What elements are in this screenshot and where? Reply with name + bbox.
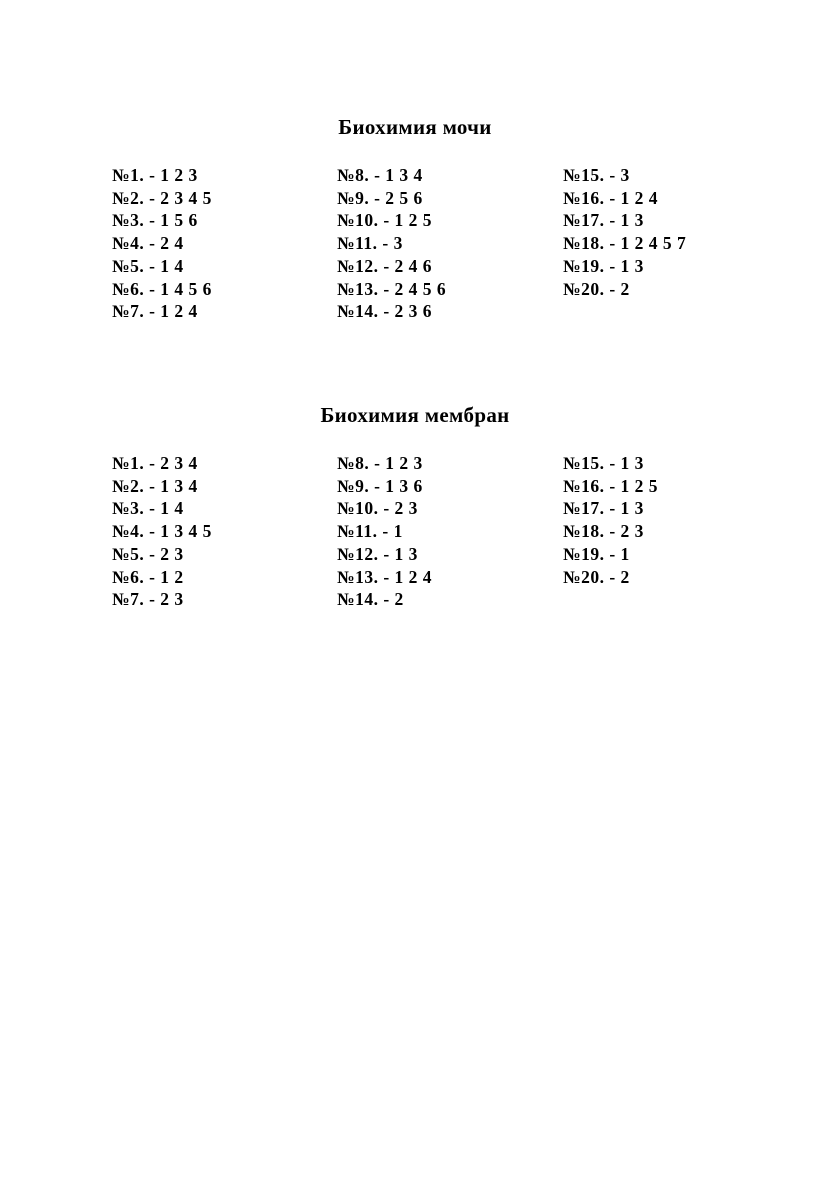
section-urine-biochemistry [0,113,830,324]
answer-item: №16. - 1 2 4 [563,187,659,208]
answer-item: №3. - 1 5 6 [112,210,198,231]
answer-item: №1. - 1 2 3 [112,165,198,185]
answer-item: №7. - 1 2 4 [112,301,198,322]
answer-item: №10. - 1 2 5 [337,210,433,231]
answer-item: №5. - 1 4 [112,255,184,276]
answer-item: №4. - 1 3 4 5 [112,521,212,542]
answers-grid [0,164,830,324]
answer-item: №2. - 2 3 4 5 [112,187,212,208]
answer-column [112,452,212,611]
answer-column [337,164,446,323]
answer-item: №15. - 3 [563,165,630,185]
answer-item: №4. - 2 4 [112,233,184,254]
answer-item: №18. - 1 2 4 5 7 [563,233,687,254]
answer-item: №19. - 1 [563,543,630,564]
answer-item: №14. - 2 3 6 [337,301,433,322]
answer-item: №5. - 2 3 [112,543,184,564]
answer-item: №6. - 1 4 5 6 [112,278,212,299]
answer-item: №18. - 2 3 [563,521,644,542]
answer-item: №2. - 1 3 4 [112,475,198,496]
answer-item: №19. - 1 3 [563,255,644,276]
answer-item: №7. - 2 3 [112,589,184,610]
answer-item: №11. - 1 [337,521,403,542]
answer-item: №3. - 1 4 [112,498,184,519]
answer-item: №13. - 2 4 5 6 [337,278,447,299]
answer-item: №17. - 1 3 [563,210,644,231]
answer-item: №20. - 2 [563,566,630,587]
answer-item: №9. - 1 3 6 [337,475,423,496]
answer-item: №6. - 1 2 [112,566,184,587]
answer-column [112,164,212,323]
answer-column [563,164,686,300]
answer-item: №20. - 2 [563,278,630,299]
answers-grid [0,452,830,612]
section-title: Биохимия мочи [338,115,492,139]
answer-item: №16. - 1 2 5 [563,475,659,496]
answer-item: №12. - 2 4 6 [337,255,433,276]
answer-item: №1. - 2 3 4 [112,453,198,473]
answer-column [337,452,432,611]
answer-item: №8. - 1 2 3 [337,453,423,473]
answer-item: №12. - 1 3 [337,543,418,564]
answer-item: №15. - 1 3 [563,453,644,473]
answer-item: №8. - 1 3 4 [337,165,423,185]
section-membrane-biochemistry [0,401,830,612]
answer-column [563,452,658,588]
answer-item: №10. - 2 3 [337,498,418,519]
answer-item: №11. - 3 [337,233,403,254]
section-title: Биохимия мембран [320,403,510,427]
answer-item: №13. - 1 2 4 [337,566,433,587]
answer-item: №14. - 2 [337,589,404,610]
answer-item: №9. - 2 5 6 [337,187,423,208]
answer-item: №17. - 1 3 [563,498,644,519]
